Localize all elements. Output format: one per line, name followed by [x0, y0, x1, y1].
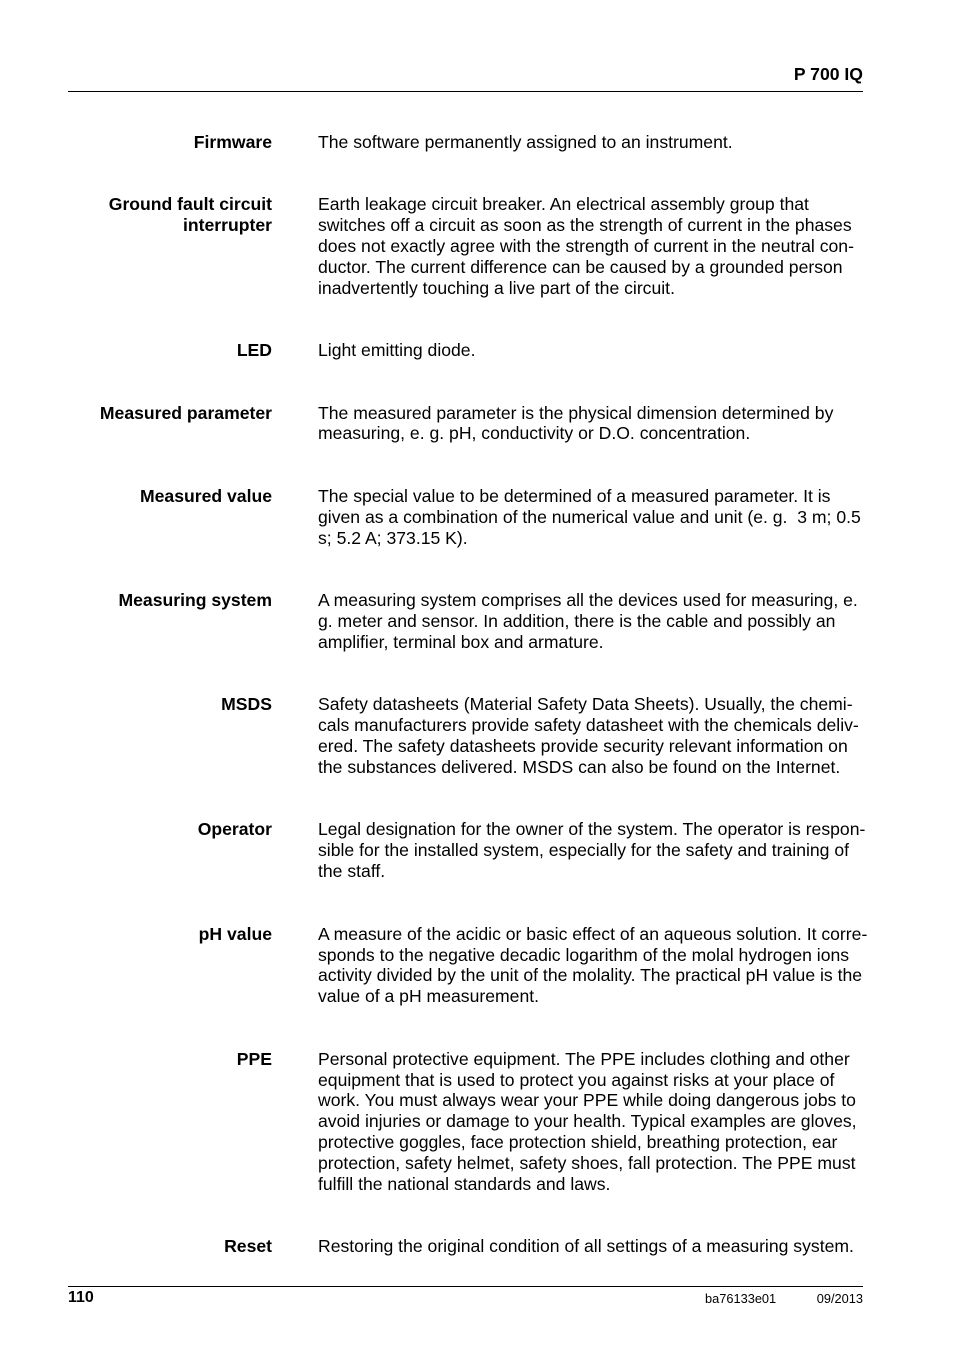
- term-line: PPE: [236, 1048, 272, 1069]
- glossary-definition: [318, 694, 863, 777]
- definition-line: A measure of the acidic or basic effect of an aqueous solution. It corre-: [318, 923, 868, 944]
- definition-line: cals manufacturers provide safety datasheet with the chemicals deliv-: [318, 715, 859, 736]
- term-line: Measuring system: [118, 590, 272, 611]
- glossary-definition: [318, 486, 863, 549]
- definition-line: s; 5.2 A; 373.15 K).: [318, 527, 468, 548]
- term-line: pH value: [198, 923, 272, 944]
- definition-line: The special value to be determined of a measured parameter. It is: [318, 485, 831, 506]
- footer-divider: [68, 1286, 863, 1287]
- glossary-entry-ground-fault-circuit-interrupter: [0, 194, 954, 298]
- definition-line: ered. The safety datasheets provide security relevant information on: [318, 736, 848, 757]
- glossary-entry-measuring-system: [0, 590, 954, 653]
- definition-line: Light emitting diode.: [318, 340, 476, 361]
- glossary-entry-measured-parameter: [0, 403, 954, 445]
- glossary-definition: [318, 340, 863, 361]
- glossary-entry-msds: [0, 694, 954, 777]
- page-number: 110: [68, 1289, 94, 1306]
- definition-line: Personal protective equipment. The PPE includes clothing and other: [318, 1048, 850, 1069]
- definition-line: Restoring the original condition of all settings of a measuring system.: [318, 1236, 854, 1257]
- definition-line: sible for the installed system, especially for the safety and training of: [318, 840, 850, 861]
- glossary-term: [68, 486, 272, 549]
- glossary-entry-operator: [0, 819, 954, 882]
- term-line: Operator: [197, 819, 272, 840]
- definition-line: work. You must always wear your PPE while doing dangerous jobs to: [318, 1090, 856, 1111]
- glossary-definition: [318, 819, 866, 882]
- definition-line: fulfill the national standards and laws.: [318, 1173, 611, 1194]
- glossary-term: [68, 403, 272, 445]
- term-line: Measured parameter: [99, 402, 272, 423]
- term-line: Firmware: [193, 131, 272, 152]
- definition-line: A measuring system comprises all the devices used for measuring, e.: [318, 590, 858, 611]
- header-divider: [68, 91, 863, 92]
- definition-line: Legal designation for the owner of the system. The operator is respon-: [318, 819, 866, 840]
- definition-line: activity divided by the unit of the molality. The practical pH value is the: [318, 965, 863, 986]
- header-title: P 700 IQ: [793, 64, 863, 84]
- glossary-definition: [318, 1236, 863, 1257]
- glossary-term: [68, 1236, 272, 1257]
- glossary-term: [68, 694, 272, 777]
- glossary-term: [68, 1049, 272, 1195]
- definition-line: The measured parameter is the physical dimension determined by: [318, 402, 834, 423]
- glossary-entry-ppe: [0, 1049, 954, 1195]
- definition-line: the substances delivered. MSDS can also be found on the Internet.: [318, 756, 841, 777]
- glossary-entry-reset: [0, 1236, 954, 1257]
- glossary-definition: [318, 923, 868, 1007]
- glossary-entry-measured-value: [0, 486, 954, 549]
- definition-line: given as a combination of the numerical value and unit (e. g. 3 m; 0.5: [318, 506, 861, 527]
- document-date: 09/2013: [816, 1291, 863, 1306]
- document-id: ba76133e01: [705, 1291, 777, 1306]
- term-line: Measured value: [139, 485, 272, 506]
- glossary-entry-firmware: [0, 132, 954, 153]
- definition-line: amplifier, terminal box and armature.: [318, 631, 604, 652]
- glossary-definition: [318, 1049, 863, 1195]
- glossary-list: [0, 132, 954, 1258]
- definition-line: ductor. The current difference can be caused by a grounded person: [318, 256, 843, 277]
- glossary-term: [68, 819, 272, 882]
- definition-line: The software permanently assigned to an instrument.: [318, 131, 733, 152]
- glossary-entry-ph-value: [0, 924, 954, 1007]
- definition-line: inadvertently touching a live part of the circuit.: [318, 277, 675, 298]
- glossary-definition: [318, 403, 863, 445]
- glossary-term: [68, 194, 272, 298]
- definition-line: equipment that is used to protect you against risks at your place of: [318, 1069, 835, 1090]
- definition-line: switches off a circuit as soon as the strength of current in the phases: [318, 214, 852, 235]
- definition-line: Earth leakage circuit breaker. An electrical assembly group that: [318, 194, 809, 215]
- glossary-term: [68, 590, 272, 653]
- definition-line: avoid injuries or damage to your health. Typical examples are gloves,: [318, 1111, 857, 1132]
- definition-line: Safety datasheets (Material Safety Data Sheets). Usually, the chemi-: [318, 694, 853, 715]
- definition-line: does not exactly agree with the strength of current in the neutral con-: [318, 235, 854, 256]
- definition-line: g. meter and sensor. In addition, there is the cable and possibly an: [318, 611, 836, 631]
- term-line: Reset: [224, 1236, 272, 1257]
- definition-line: the staff.: [318, 861, 386, 882]
- definition-line: protective goggles, face protection shield, breathing protection, ear: [318, 1132, 838, 1153]
- definition-line: sponds to the negative decadic logarithm of the molal hydrogen ions: [318, 944, 850, 965]
- definition-line: value of a pH measurement.: [318, 986, 540, 1007]
- glossary-term: [68, 924, 272, 1007]
- glossary-entry-led: [0, 340, 954, 361]
- definition-line: measuring, e. g. pH, conductivity or D.O. concentration.: [318, 423, 751, 444]
- term-line: MSDS: [221, 694, 272, 715]
- glossary-definition: [318, 132, 863, 153]
- definition-line: protection, safety helmet, safety shoes, fall protection. The PPE must: [318, 1152, 856, 1173]
- term-line: LED: [236, 340, 272, 361]
- term-line: Ground fault circuit: [108, 194, 272, 215]
- term-line: interrupter: [183, 214, 272, 235]
- glossary-definition: [318, 590, 863, 653]
- glossary-definition: [318, 194, 863, 298]
- glossary-term: [68, 132, 272, 153]
- glossary-term: [68, 340, 272, 361]
